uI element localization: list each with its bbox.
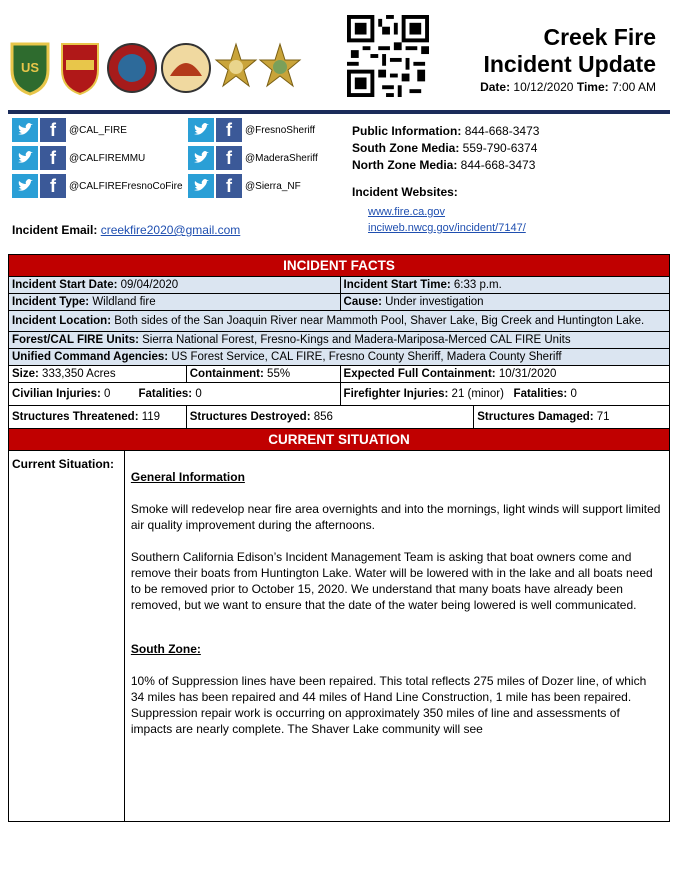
damaged-label: Structures Damaged: (477, 411, 594, 423)
containment-value: 55% (267, 368, 291, 380)
time-label: Time: (576, 80, 609, 94)
cal-fire-shield-icon (58, 40, 102, 96)
ff-fat-label: Fatalities: (513, 388, 568, 400)
title-line-2: Incident Update (483, 51, 656, 77)
websites-label: Incident Websites: (352, 185, 458, 199)
social-handle: @CAL_FIRE (69, 124, 127, 136)
start-row (9, 277, 670, 294)
situation-body (124, 451, 669, 822)
type-value: Wildland fire (92, 296, 156, 308)
ff-fat-value: 0 (570, 388, 577, 400)
south-zone-line (352, 141, 537, 155)
website-link-2[interactable] (368, 218, 526, 236)
south-zone-heading: South Zone: (130, 642, 201, 656)
start-date-label: Incident Start Date: (12, 279, 118, 291)
type-row (9, 294, 670, 311)
twitter-icon (188, 146, 214, 170)
type-cell (9, 294, 341, 311)
location-value: Both sides of the San Joaquin River near Mammoth Pool, Shaver Lake, Big Creek and Huntington Lake. (114, 315, 645, 327)
situation-label: Current Situation: (9, 451, 125, 822)
ff-inj-value: 21 (minor) (451, 388, 504, 400)
damaged-value: 71 (596, 411, 610, 423)
civ-fat-label: Fatalities: (138, 388, 193, 400)
location-cell (9, 311, 670, 332)
agencies-row (9, 349, 670, 366)
svg-text:US: US (20, 60, 40, 75)
date-time-line (480, 80, 656, 94)
date-label: Date: (480, 80, 511, 94)
twitter-icon (12, 146, 38, 170)
situation-paragraph-2: Southern California Edison’s Incident Management Team is asking that boat owners come and remove their boats from Huntington Lake. Water will be lowered with in the lake and all boats need to be removed prior to October 15, 2020. We understand that many boats have already been removed, but we want to ensure that the date of the water being lowered is well communicated. (130, 550, 653, 612)
situation-section-title: CURRENT SITUATION (9, 429, 670, 451)
social-handle: @Sierra_NF (245, 180, 301, 192)
twitter-icon (188, 118, 214, 142)
civ-inj-label: Civilian Injuries: (12, 388, 101, 400)
facebook-icon: f (40, 174, 66, 198)
cause-label: Cause: (343, 296, 382, 308)
fresno-sheriff-star-icon (214, 40, 258, 96)
civ-inj-value: 0 (104, 388, 111, 400)
facebook-icon: f (216, 118, 242, 142)
cause-cell (340, 294, 669, 311)
destroyed-cell (186, 406, 474, 429)
facebook-icon: f (216, 146, 242, 170)
agency-logos (8, 40, 298, 100)
qr-code-icon (347, 15, 429, 97)
threatened-cell (9, 406, 187, 429)
type-label: Incident Type: (12, 296, 90, 308)
email-label: Incident Email: (12, 223, 98, 237)
civilian-cell (9, 383, 341, 406)
facts-section-title: INCIDENT FACTS (9, 255, 670, 277)
north-zone-phone: 844-668-3473 (460, 158, 536, 172)
forest-service-shield-icon (8, 40, 52, 96)
websites-heading (352, 185, 458, 199)
start-date-value: 09/04/2020 (120, 279, 179, 291)
firefighter-cell (340, 383, 669, 406)
expected-value: 10/31/2020 (498, 368, 557, 380)
start-date-cell (9, 277, 341, 294)
threatened-label: Structures Threatened: (12, 411, 139, 423)
social-handle: @CALFIREMMU (69, 152, 146, 164)
civ-fat-value: 0 (195, 388, 202, 400)
social-handle: @MaderaSheriff (245, 152, 318, 164)
size-label: Size: (12, 368, 39, 380)
social-fresno-sheriff[interactable] (188, 118, 315, 142)
injuries-row (9, 383, 670, 406)
size-value: 333,350 Acres (42, 368, 116, 380)
date-value: 10/12/2020 (513, 80, 574, 94)
situation-paragraph-3: 10% of Suppression lines have been repaired. This total reflects 275 miles of Dozer line, of which 34 miles has been repaired and 44 miles of Hand Line Construction, 1 mile has been repaired. Suppression repair work is occurring on approximately 350 miles of line and assessments of impacts are nearly complete. The Shaver Lake community will see (130, 674, 647, 736)
location-label: Incident Location: (12, 315, 112, 327)
time-value: 7:00 AM (611, 80, 656, 94)
madera-sheriff-star-icon (258, 40, 302, 96)
structures-row (9, 406, 670, 429)
ff-inj-label: Firefighter Injuries: (343, 388, 449, 400)
start-time-cell (340, 277, 669, 294)
units-value: Sierra National Forest, Fresno-Kings and Madera-Mariposa-Merced CAL FIRE Units (142, 334, 571, 346)
location-row (9, 311, 670, 332)
size-row (9, 366, 670, 383)
social-handle: @CALFIREFresnoCoFire (69, 180, 183, 192)
expected-label: Expected Full Containment: (343, 368, 496, 380)
madera-mariposa-logo-icon (106, 40, 158, 96)
twitter-icon (188, 174, 214, 198)
start-time-label: Incident Start Time: (343, 279, 451, 291)
facts-header-row (9, 255, 670, 277)
general-info-heading: General Information (130, 470, 245, 484)
start-time-value: 6:33 p.m. (453, 279, 502, 291)
units-label: Forest/CAL FIRE Units: (12, 334, 139, 346)
public-info-line (352, 124, 539, 138)
website-1-text[interactable]: www.fire.ca.gov (368, 206, 446, 218)
twitter-icon (12, 174, 38, 198)
size-cell (9, 366, 187, 383)
destroyed-value: 856 (313, 411, 333, 423)
cause-value: Under investigation (385, 296, 484, 308)
social-madera-sheriff[interactable] (188, 146, 318, 170)
situation-header-row (9, 429, 670, 451)
facebook-icon: f (40, 118, 66, 142)
southern-incident-logo-icon (160, 40, 212, 96)
public-info-phone: 844-668-3473 (464, 124, 540, 138)
public-info-label: Public Information: (352, 124, 462, 138)
containment-cell (186, 366, 340, 383)
incident-facts-table (8, 254, 670, 822)
north-zone-line (352, 158, 535, 172)
north-zone-label: North Zone Media: (352, 158, 458, 172)
containment-label: Containment: (189, 368, 264, 380)
email-link[interactable]: creekfire2020@gmail.com (100, 223, 241, 237)
incident-email (12, 223, 240, 237)
social-cal-fire[interactable] (12, 118, 127, 142)
social-cal-fire-mmu[interactable] (12, 146, 145, 170)
document-title (483, 24, 656, 78)
header-rule (8, 110, 670, 114)
expected-cell (340, 366, 669, 383)
units-cell (9, 332, 670, 349)
agencies-label: Unified Command Agencies: (12, 351, 169, 363)
facebook-icon: f (216, 174, 242, 198)
damaged-cell (474, 406, 670, 429)
social-handle: @FresnoSheriff (245, 124, 315, 136)
south-zone-phone: 559-790-6374 (462, 141, 538, 155)
threatened-value: 119 (141, 411, 161, 423)
title-line-1: Creek Fire (543, 24, 656, 50)
twitter-icon (12, 118, 38, 142)
social-sierra-nf[interactable] (188, 174, 301, 198)
facebook-icon: f (40, 146, 66, 170)
south-zone-label: South Zone Media: (352, 141, 460, 155)
units-row (9, 332, 670, 349)
social-cal-fire-fresno[interactable] (12, 174, 183, 198)
agencies-cell (9, 349, 670, 366)
situation-row (9, 451, 670, 822)
website-2-text[interactable]: inciweb.nwcg.gov/incident/7147/ (368, 222, 526, 234)
destroyed-label: Structures Destroyed: (189, 411, 311, 423)
agencies-value: US Forest Service, CAL FIRE, Fresno County Sheriff, Madera County Sheriff (171, 351, 562, 363)
situation-paragraph-1: Smoke will redevelop near fire area overnights and into the mornings, light winds will support limited air quality improvement during the afternoons. (130, 502, 661, 532)
